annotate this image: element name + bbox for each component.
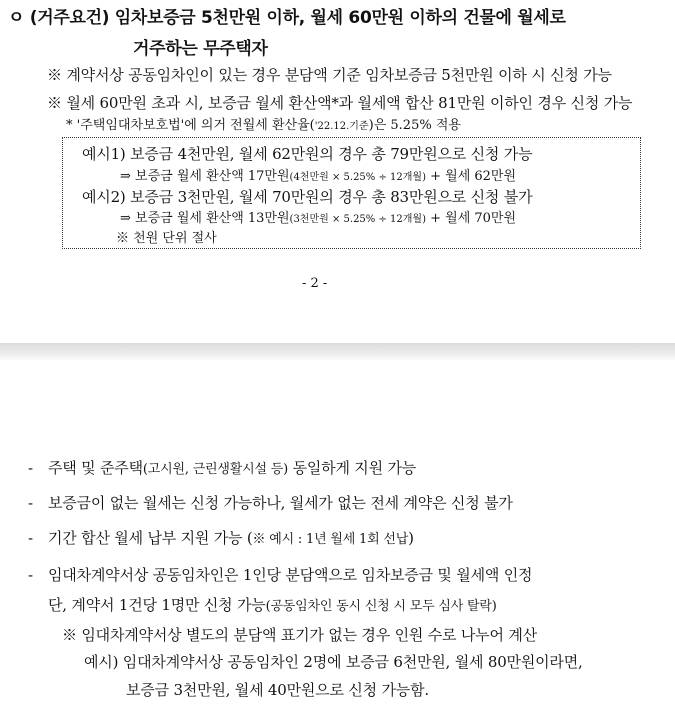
footnote-rate: )은 5.25% 적용 (368, 118, 461, 133)
bullet-dash: - (28, 529, 33, 547)
bullet-period-prepayment (28, 527, 414, 548)
example-2-title: 예시2) 보증금 3천만원, 월세 70만원의 경우 총 83만원으로 신청 불가 (82, 188, 533, 206)
bullet-dash: - (28, 494, 33, 512)
example-3-line-2: 보증금 3천만원, 월세 40만원으로 신청 가능함. (126, 681, 429, 699)
note-joint-tenant: ※ 계약서상 공동임차인이 있는 경우 분담액 기준 임차보증금 5천만원 이하 시 신청 가능 (47, 66, 612, 84)
bullet-joint-tenant-line-2 (48, 594, 497, 615)
example-1-calc (120, 165, 516, 184)
bullet-text: 단, 계약서 1건당 1명만 신청 가능 (48, 596, 266, 614)
example-3-line-1: 예시) 임대차계약서상 공동임차인 2명에 보증금 6천만원, 월세 80만원이라면, (84, 653, 583, 671)
heading-line-1: ㅇ (거주요건) 임차보증금 5천만원 이하, 월세 60만원 이하의 건물에 월세로 (8, 8, 566, 28)
bullet-text-end: 동일하게 지원 가능 (288, 459, 417, 477)
footnote-conversion-rate (66, 114, 461, 133)
footnote-date: '22.12.기준 (314, 121, 369, 132)
example-2-calc-main: ⇒ 보증금 월세 환산액 13만원 (120, 211, 290, 226)
bullet-detail: ※ 예시 : 1년 월세 1회 선납 (252, 532, 409, 547)
bullet-detail: (공동임차인 동시 신청 시 모두 심사 탈락) (265, 599, 497, 614)
example-1-calc-rent: + 월세 62만원 (425, 169, 517, 184)
bullet-joint-tenant (28, 564, 532, 585)
bullet-text: 보증금이 없는 월세는 신청 가능하나, 월세가 없는 전세 계약은 신청 불가 (48, 494, 513, 512)
bullet-housing-types (28, 457, 416, 478)
heading-line-2: 거주하는 무주택자 (133, 39, 268, 59)
bullet-text-end: ) (408, 529, 414, 547)
bullet-text: 기간 합산 월세 납부 지원 가능 ( (48, 529, 253, 547)
note-monthly-rent-conversion: ※ 월세 60만원 초과 시, 보증금 월세 환산액*과 월세액 합산 81만원 이하인 경우 신청 가능 (47, 94, 633, 112)
example-2-calc-detail: (3천만원 × 5.25% ÷ 12개월) (289, 214, 426, 225)
example-2-calc (120, 207, 516, 226)
note-share-division: ※ 임대차계약서상 별도의 분담액 표기가 없는 경우 인원 수로 나누어 계산 (62, 626, 537, 644)
bullet-text: 임대차계약서상 공동임차인은 1인당 분담액으로 임차보증금 및 월세액 인정 (48, 566, 533, 584)
bullet-detail: (고시원, 근린생활시설 등) (142, 462, 289, 477)
footnote-text: * '주택임대차보호법'에 의거 전월세 환산율( (66, 118, 315, 133)
example-2-calc-rent: + 월세 70만원 (425, 211, 517, 226)
bullet-dash: - (28, 566, 33, 584)
rounding-note: ※ 천원 단위 절사 (116, 231, 217, 246)
page-separator (0, 343, 675, 361)
bullet-deposit-only (28, 492, 513, 513)
page-number: - 2 - (302, 276, 328, 291)
example-1-calc-detail: (4천만원 × 5.25% ÷ 12개월) (289, 172, 426, 183)
example-1-calc-main: ⇒ 보증금 월세 환산액 17만원 (120, 169, 290, 184)
example-1-title: 예시1) 보증금 4천만원, 월세 62만원의 경우 총 79만원으로 신청 가능 (82, 145, 533, 163)
bullet-dash: - (28, 459, 33, 477)
bullet-text: 주택 및 준주택 (48, 459, 143, 477)
